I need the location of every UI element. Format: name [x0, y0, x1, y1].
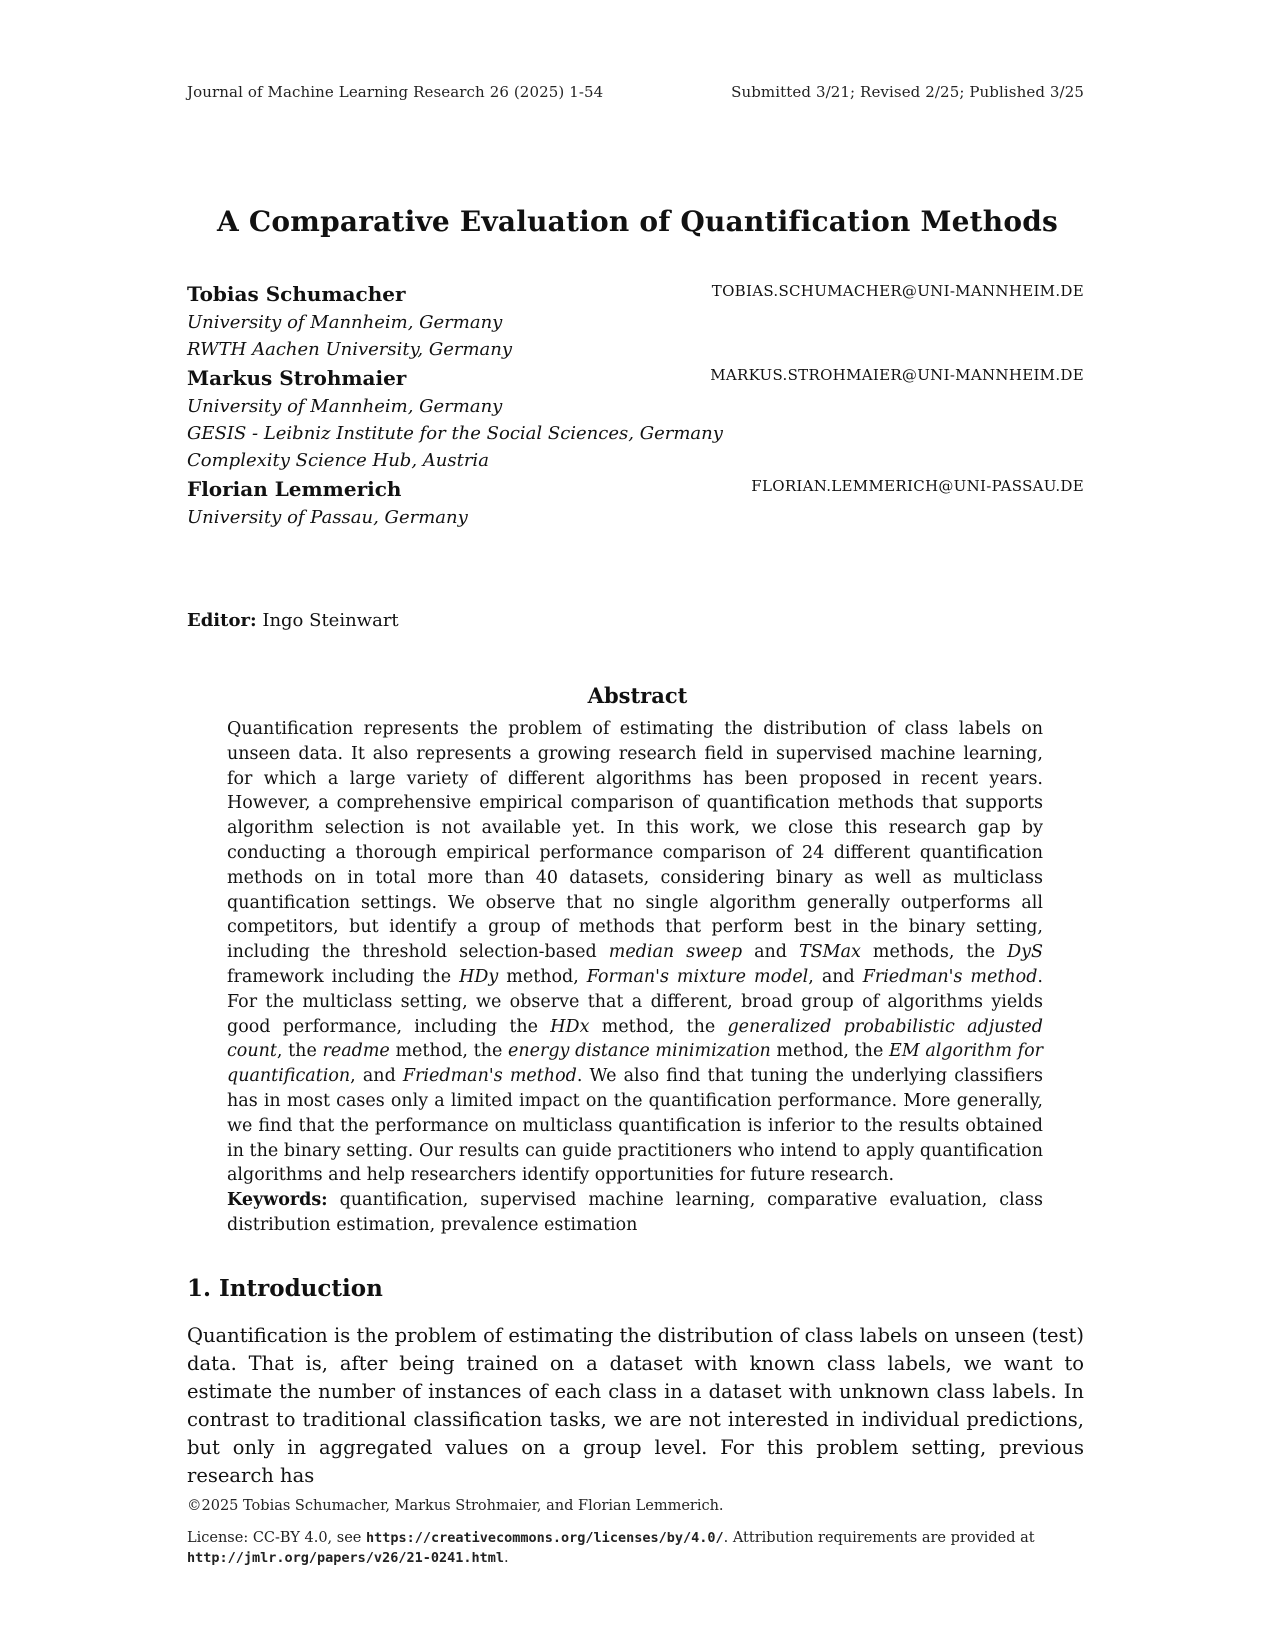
abstract-body	[227, 717, 1043, 1238]
author-name: Florian Lemmerich	[187, 477, 402, 501]
license-mid: . Attribution requirements are provided at	[723, 1530, 1035, 1546]
intro-body	[187, 1322, 1084, 1490]
intro-paragraph: Quantification is the problem of estimating the distribution of class labels on unseen (test) data. That is, after being trained on a dataset with known class labels, we want to estimate the number of instances of each class in a dataset with unknown class labels. In contrast to traditional classification tasks, we are not interested in individual predictions, but only in aggregated values on a group level. For this problem setting, previous research has	[187, 1324, 1084, 1487]
abstract-text	[227, 717, 1043, 1188]
paper-title: A Comparative Evaluation of Quantification Methods	[217, 205, 1058, 238]
abstract-run: method, the	[389, 1041, 508, 1062]
author-name: Markus Strohmaier	[187, 366, 407, 390]
abstract-emphasis: readme	[322, 1041, 390, 1062]
journal-header: Journal of Machine Learning Research 26 (2025) 1-54	[187, 83, 604, 101]
abstract-run: Quantification represents the problem of estimating the distribution of class labels on unseen data. It also represents a growing research field in supervised machine learning, for which a large variety of different algorithms has been proposed in recent years. However, a comprehensive empirical comparison of quantification methods that supports algorithm selection is not available yet. In this work, we close this research gap by conducting a thorough empirical performance comparison of 24 different quantification methods on in total more than 40 datasets, considering binary as well as multiclass quantification settings. We observe that no single algorithm generally outperforms all competitors, but identify a group of methods that perform best in the binary setting, including the threshold selection-based	[227, 719, 1043, 963]
author-affiliation: University of Mannheim, Germany	[187, 396, 503, 417]
license-prefix: License: CC-BY 4.0, see	[187, 1530, 366, 1546]
author-1	[187, 279, 1084, 363]
abstract-emphasis: EM algorithm for quantification	[227, 1041, 1043, 1087]
abstract-run: and	[742, 942, 799, 963]
author-2	[187, 363, 1084, 474]
abstract-emphasis: Forman's mixture model	[586, 966, 809, 987]
author-affiliation: University of Passau, Germany	[187, 507, 468, 528]
keywords-text: quantification, supervised machine learning, comparative evaluation, class distribution estimation, prevalence estimation	[227, 1190, 1043, 1235]
paper-link[interactable]: http://jmlr.org/papers/v26/21-0241.html	[187, 1550, 504, 1566]
abstract-run: , and	[350, 1066, 403, 1087]
abstract-emphasis: median sweep	[608, 942, 743, 963]
abstract-emphasis: DyS	[1007, 942, 1043, 963]
author-email: TOBIAS.SCHUMACHER@UNI-MANNHEIM.DE	[711, 282, 1084, 300]
abstract-emphasis: Friedman's method	[862, 966, 1038, 987]
abstract-run: framework including the	[227, 966, 460, 987]
abstract-run: method,	[498, 966, 587, 987]
author-affiliation: Complexity Science Hub, Austria	[187, 450, 489, 471]
author-email: MARKUS.STROHMAIER@UNI-MANNHEIM.DE	[710, 366, 1084, 384]
license-link[interactable]: https://creativecommons.org/licenses/by/4.0/	[365, 1530, 724, 1546]
license-end: .	[503, 1550, 509, 1566]
copyright-notice: ©2025 Tobias Schumacher, Markus Strohmaier, and Florian Lemmerich.	[187, 1498, 724, 1514]
author-email: FLORIAN.LEMMERICH@UNI-PASSAU.DE	[751, 477, 1084, 495]
abstract-heading: Abstract	[587, 683, 688, 708]
abstract-run: method, the	[770, 1041, 889, 1062]
abstract-emphasis: HDx	[550, 1016, 590, 1037]
keywords	[227, 1188, 1043, 1238]
abstract-emphasis: energy distance minimization	[507, 1041, 771, 1062]
editor-line	[187, 610, 399, 631]
abstract-run: , and	[808, 966, 863, 987]
abstract-emphasis: generalized probabilistic adjusted count	[227, 1016, 1043, 1062]
license-notice	[187, 1528, 1084, 1568]
editor-name: Ingo Steinwart	[262, 610, 399, 631]
abstract-run: method, the	[589, 1016, 728, 1037]
author-affiliation: University of Mannheim, Germany	[187, 312, 503, 333]
abstract-run: , the	[276, 1041, 323, 1062]
abstract-emphasis: Friedman's method	[402, 1066, 577, 1087]
editor-label: Editor:	[187, 610, 257, 631]
abstract-run: . We also find that tuning the underlying classifiers has in most cases only a limited impact on the quantification performance. More generally, we find that the performance on multiclass quantification is inferior to the results obtained in the binary setting. Our results can guide practitioners who intend to apply quantification algorithms and help researchers identify opportunities for future research.	[227, 1066, 1043, 1186]
submission-dates: Submitted 3/21; Revised 2/25; Published 3/25	[731, 83, 1084, 101]
abstract-emphasis: TSMax	[798, 942, 861, 963]
keywords-label: Keywords:	[227, 1190, 328, 1211]
author-block	[187, 279, 1084, 531]
abstract-run: methods, the	[860, 942, 1008, 963]
section-heading: 1. Introduction	[187, 1275, 383, 1302]
author-affiliation: GESIS - Leibniz Institute for the Social Sciences, Germany	[187, 423, 723, 444]
abstract-emphasis: HDy	[459, 966, 499, 987]
abstract-run: . For the multiclass setting, we observe that a different, broad group of algorithms yields good performance, including the	[227, 966, 1043, 1037]
author-3	[187, 474, 1084, 531]
author-name: Tobias Schumacher	[187, 282, 406, 306]
author-affiliation: RWTH Aachen University, Germany	[187, 339, 513, 360]
